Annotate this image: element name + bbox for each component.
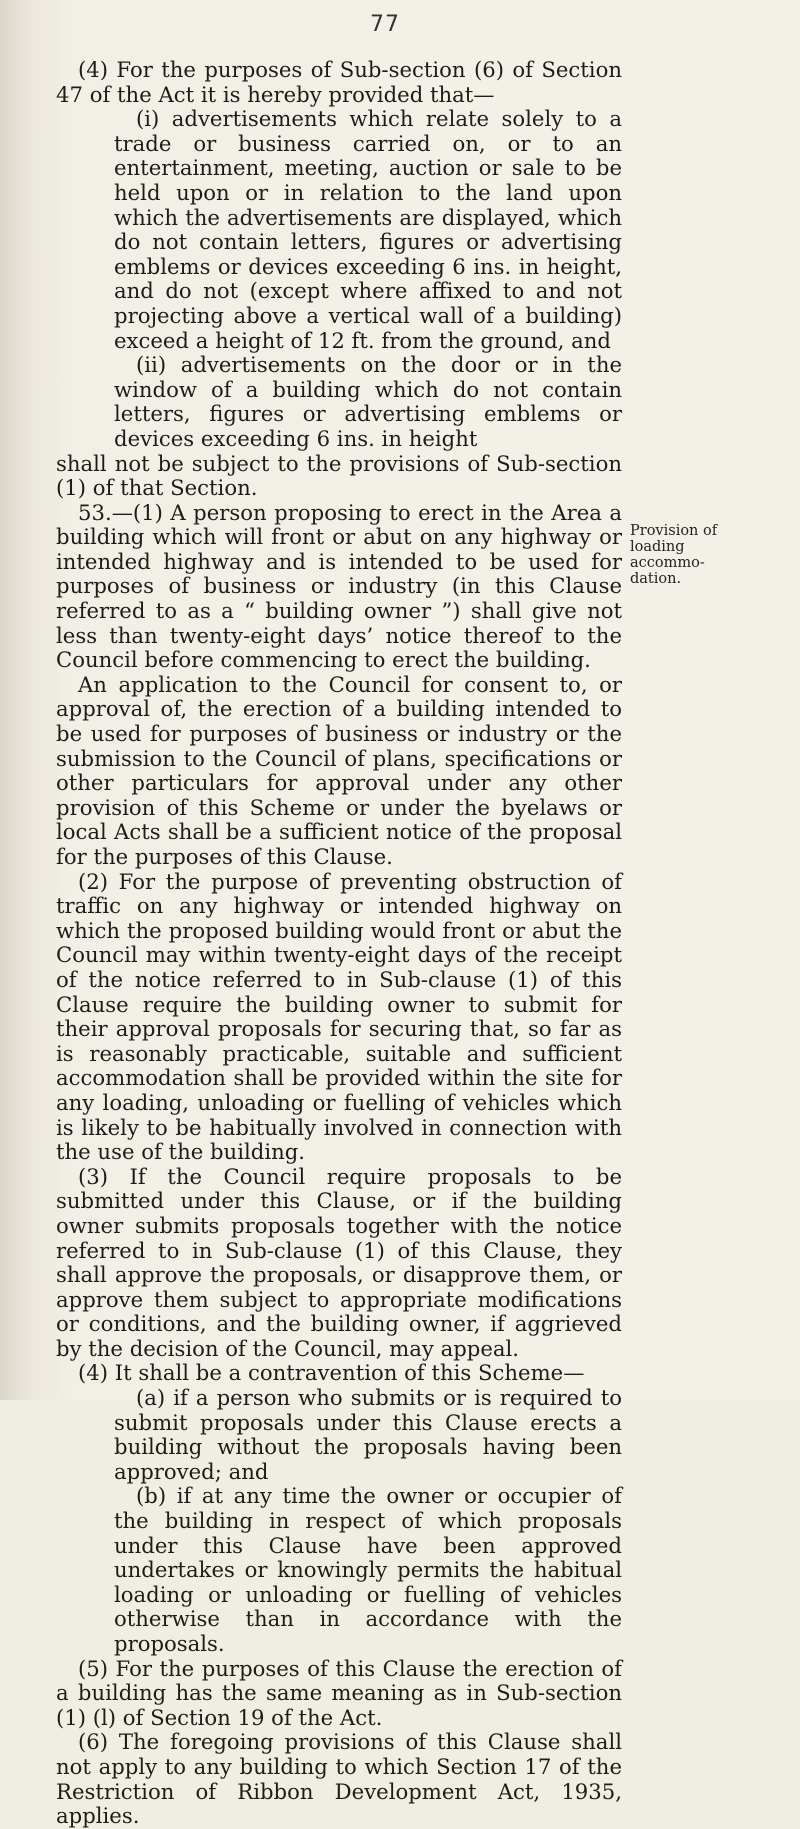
margin-note (630, 523, 750, 587)
paragraph-application: An application to the Council for consent to, or approval of, the erection of a building intended to be used for purposes of business or industry or the submission to the Council of plans, specifications or other particulars for approval under any other provision of this Scheme or under the byelaws or local Acts shall be a sufficient notice of the proposal for the purposes of this Clause. (56, 671, 622, 869)
margin-note-line: accommo- (630, 555, 705, 571)
document-body (56, 58, 622, 1829)
paragraph-sub-clause-6: (6) The foregoing provisions of this Clause shall not apply to any building to which Section 17 of the Restriction of Ribbon Development Act, 1935, applies. (56, 1729, 622, 1829)
paragraph-item-ii: (ii) advertisements on the door or in the window of a building which do not contain letters, figures or advertising emblems or devices exceeding 6 ins. in height (114, 352, 622, 451)
paragraph-sub-section-4: (4) For the purposes of Sub-section (6) of Section 47 of the Act it is hereby provided that— (56, 57, 622, 107)
paragraph-item-a: (a) if a person who submits or is required to submit proposals under this Clause erects a building without the proposals having been approved; and (114, 1385, 622, 1484)
paragraph-item-i: (i) advertisements which relate solely to a trade or business carried on, or to an entertainment, meeting, auction or sale to be held upon or in relation to the land upon which the advertisements are displayed, which do not contain letters, figures or advertising emblems or devices exceeding 6 ins. in height, and do not (except where affixed to and not projecting above a vertical wall of a building) exceed a height of 12 ft. from the ground, and (114, 106, 622, 353)
paragraph-clause-53-1: 53.—(1) A person proposing to erect in the Area a building which will front or abut on any highway or intended highway and is intended to be used for purposes of business or industry (in this Clause referred to as a “ building owner ”) shall give not less than twenty-eight days’ notice thereof to the Council before commencing to erect the building. (56, 499, 622, 673)
margin-note-line: dation. (630, 571, 682, 587)
paragraph-sub-clause-3: (3) If the Council require proposals to be submitted under this Clause, or if the building owner submits proposals together with the notice referred to in Sub-clause (1) of this Clause, they shall approve the proposals, or disapprove them, or approve them subject to appropriate modifications or conditions, and the building owner, if aggrieved by the decision of the Council, may appeal. (56, 1163, 622, 1361)
margin-note-line: loading (630, 539, 685, 555)
margin-note-line: Provision of (630, 523, 718, 539)
paragraph-sub-clause-2: (2) For the purpose of preventing obstruction of traffic on any highway or intended highway on which the proposed building would front or abut the Council may within twenty-eight days of the receipt of the notice referred to in Sub-clause (1) of this Clause require the building owner to submit for their approval proposals for securing that, so far as is reasonably practicable, suitable and sufficient accommodation shall be provided within the site for any loading, unloading or fuelling of vehicles which is likely to be habitually involved in connection with the use of the building. (56, 868, 622, 1165)
paragraph-sub-clause-5: (5) For the purposes of this Clause the erection of a building has the same meaning as in Sub-section (1) (l) of Section 19 of the Act. (56, 1655, 622, 1730)
paragraph-sub-clause-4: (4) It shall be a contravention of this Scheme— (78, 1360, 585, 1386)
paragraph-item-b: (b) if at any time the owner or occupier of the building in respect of which proposals under this Clause have been approved undertakes or knowingly permits the habitual loading or unloading or fuelling of vehicles otherwise than in accordance with the proposals. (114, 1483, 622, 1656)
paragraph-shall-not: shall not be subject to the provisions of Sub-section (1) of that Section. (56, 450, 622, 501)
page-number: 77 (370, 12, 400, 37)
